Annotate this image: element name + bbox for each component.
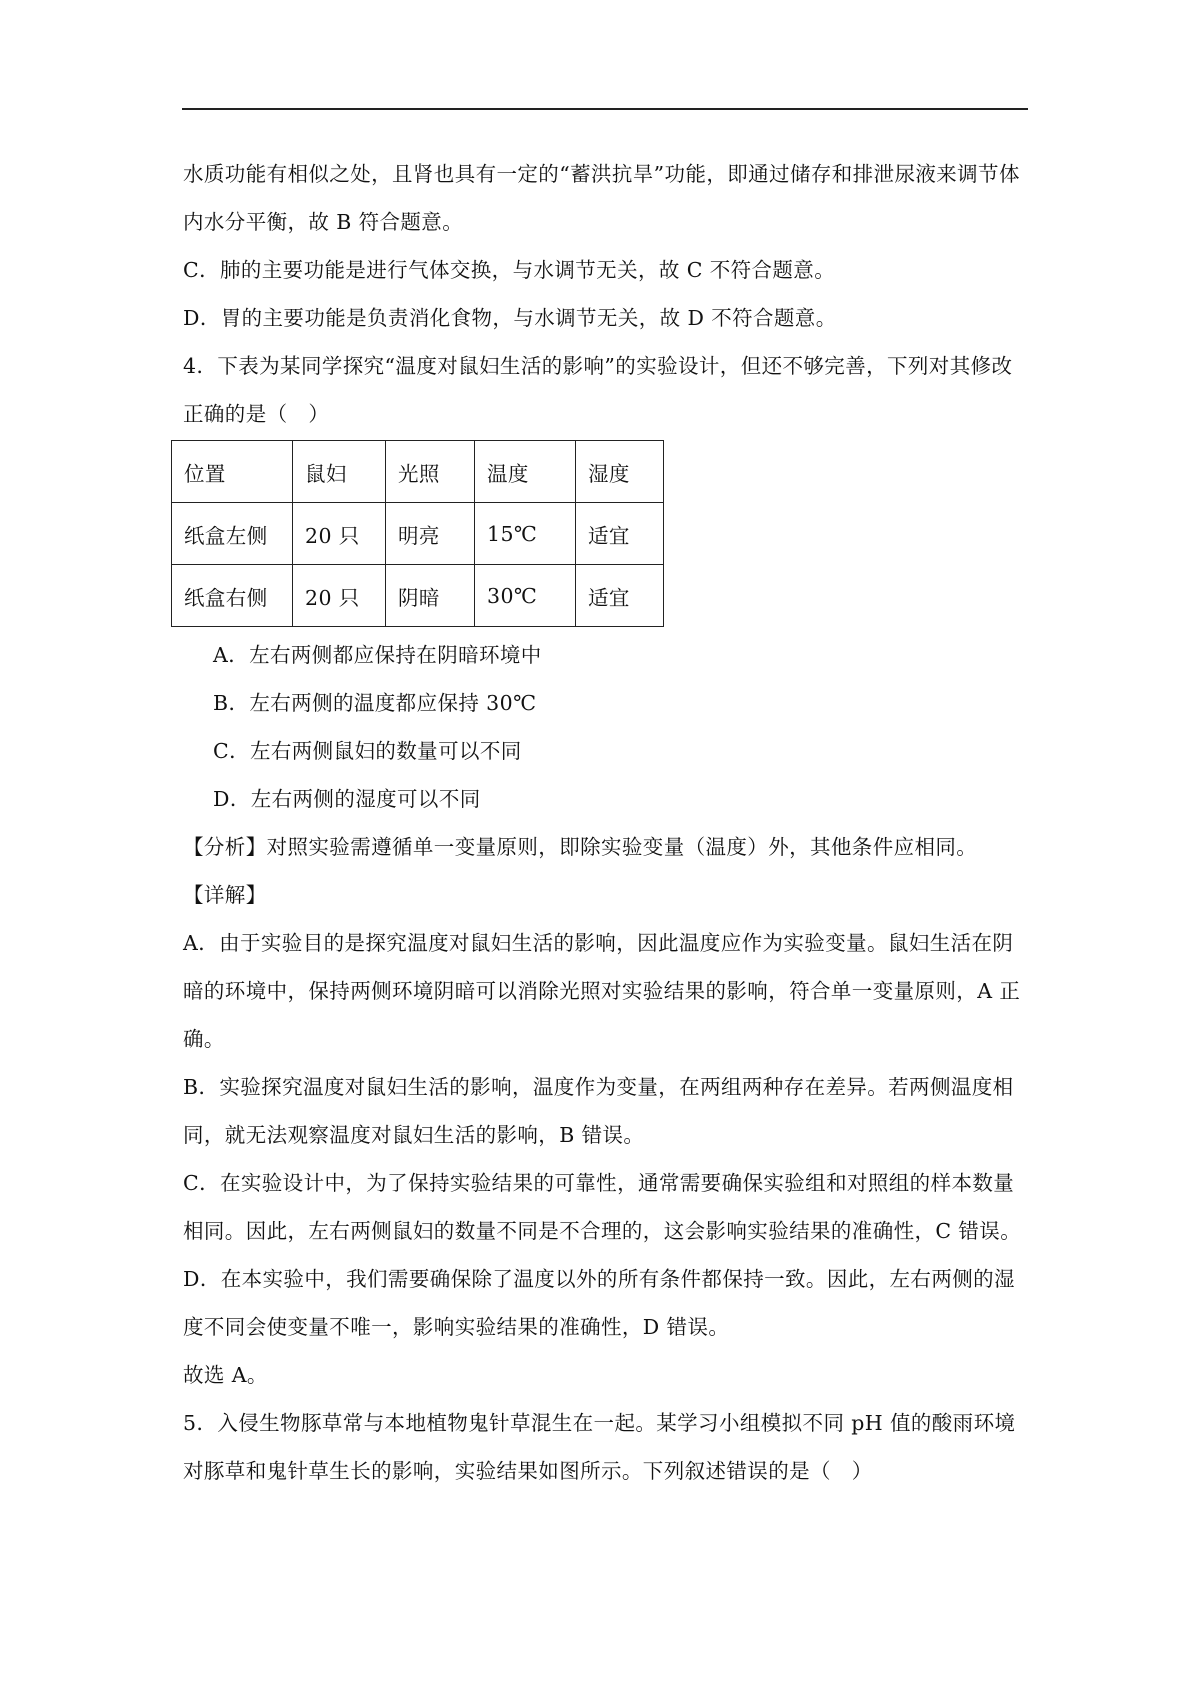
answer-d-explanation: D．胃的主要功能是负责消化食物，与水调节无关，故 D 不符合题意。 [183, 306, 837, 330]
option-b: B．左右两侧的温度都应保持 30℃ [213, 691, 537, 715]
table-cell: 纸盒左侧 [172, 503, 293, 565]
table-cell: 纸盒右侧 [172, 565, 293, 627]
table-row [172, 565, 664, 627]
text-line: 暗的环境中，保持两侧环境阴暗可以消除光照对实验结果的影响，符合单一变量原则，A 正 [183, 979, 1021, 1003]
option-a: A．左右两侧都应保持在阴暗环境中 [213, 643, 542, 667]
table-cell: 适宜 [576, 565, 664, 627]
question-5-stem-cont: 对豚草和鬼针草生长的影响，实验结果如图所示。下列叙述错误的是（ ） [183, 1459, 873, 1483]
table-cell: 明亮 [386, 503, 475, 565]
table-header-cell: 湿度 [576, 441, 664, 503]
answer-c-explanation: C．肺的主要功能是进行气体交换，与水调节无关，故 C 不符合题意。 [183, 258, 836, 282]
text-line: 确。 [183, 1027, 225, 1051]
table-header-cell: 鼠妇 [293, 441, 386, 503]
question-4-stem-cont: 正确的是（ ） [183, 402, 330, 426]
text-line: 同，就无法观察温度对鼠妇生活的影响，B 错误。 [183, 1123, 645, 1147]
table-cell: 15℃ [475, 503, 576, 565]
option-c: C．左右两侧鼠妇的数量可以不同 [213, 739, 522, 763]
question-4-stem: 4．下表为某同学探究“温度对鼠妇生活的影响”的实验设计，但还不够完善，下列对其修改 [183, 354, 1013, 378]
text-line: 度不同会使变量不唯一，影响实验结果的准确性，D 错误。 [183, 1315, 730, 1339]
table-header-cell: 位置 [172, 441, 293, 503]
table-header-row [172, 441, 664, 503]
option-d: D．左右两侧的湿度可以不同 [213, 787, 481, 811]
question-5-stem: 5．入侵生物豚草常与本地植物鬼针草混生在一起。某学习小组模拟不同 pH 值的酸雨环境 [183, 1411, 1016, 1435]
table-header-cell: 温度 [475, 441, 576, 503]
answer-line: 故选 A。 [183, 1363, 268, 1387]
text-line: C．在实验设计中，为了保持实验结果的可靠性，通常需要确保实验组和对照组的样本数量 [183, 1171, 1015, 1195]
header-rule [182, 108, 1028, 110]
text-line: B．实验探究温度对鼠妇生活的影响，温度作为变量，在两组两种存在差异。若两侧温度相 [183, 1075, 1014, 1099]
analysis-line: 【分析】对照实验需遵循单一变量原则，即除实验变量（温度）外，其他条件应相同。 [183, 835, 978, 859]
text-line: D．在本实验中，我们需要确保除了温度以外的所有条件都保持一致。因此，左右两侧的湿 [183, 1267, 1015, 1291]
table-cell: 20 只 [293, 565, 386, 627]
table-row [172, 503, 664, 565]
document-body [183, 150, 1029, 1495]
detail-heading: 【详解】 [183, 883, 267, 907]
table-header-cell: 光照 [386, 441, 475, 503]
text-line: 内水分平衡，故 B 符合题意。 [183, 210, 464, 234]
text-line: A．由于实验目的是探究温度对鼠妇生活的影响，因此温度应作为实验变量。鼠妇生活在阴 [183, 931, 1014, 955]
table-cell: 阴暗 [386, 565, 475, 627]
text-line: 水质功能有相似之处，且肾也具有一定的“蓄洪抗旱”功能，即通过储存和排泄尿液来调节体 [183, 162, 1020, 186]
table-cell: 20 只 [293, 503, 386, 565]
table-cell: 适宜 [576, 503, 664, 565]
text-line: 相同。因此，左右两侧鼠妇的数量不同是不合理的，这会影响实验结果的准确性，C 错误。 [183, 1219, 1022, 1243]
table-cell: 30℃ [475, 565, 576, 627]
experiment-table [171, 440, 664, 627]
